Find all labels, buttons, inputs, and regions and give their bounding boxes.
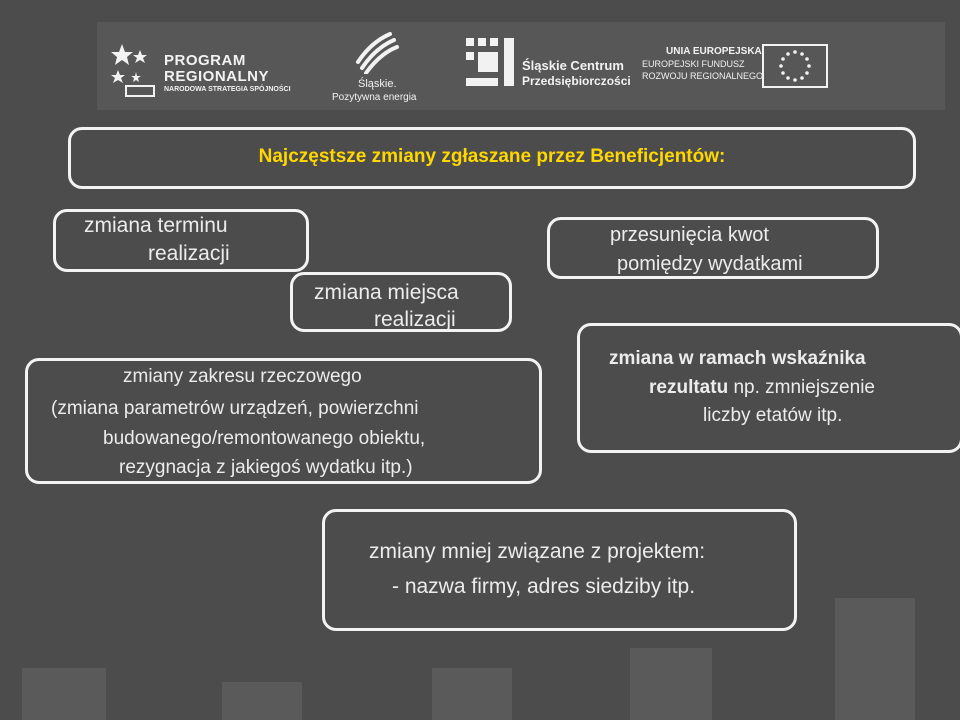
shift-amounts-line2: pomiędzy wydatkami xyxy=(617,253,803,275)
background-bar xyxy=(835,598,915,720)
background-bar xyxy=(222,682,302,720)
indicator-change-line2-rest: np. zmniejszenie xyxy=(728,377,875,398)
change-location-line1: zmiana miejsca xyxy=(314,281,459,304)
indicator-change-line3: liczby etatów itp. xyxy=(703,405,843,426)
program-regionalny-subtitle: NARODOWA STRATEGIA SPÓJNOŚCI xyxy=(164,86,291,93)
change-scope-line3: budowanego/remontowanego obiektu, xyxy=(103,428,426,449)
centrum-line1: Śląskie Centrum xyxy=(522,58,624,73)
program-regionalny-logo xyxy=(108,40,308,100)
ue-line3: ROZWOJU REGIONALNEGO xyxy=(642,71,764,81)
minor-changes-line1: zmiany mniej związane z projektem: xyxy=(369,540,706,563)
change-location-line2: realizacji xyxy=(374,308,456,331)
minor-changes-line2: - nazwa firmy, adres siedziby itp. xyxy=(392,575,696,598)
indicator-change-line1: zmiana w ramach wskaźnika xyxy=(609,348,866,369)
background-bar xyxy=(432,668,512,720)
feather-stripes-icon xyxy=(350,32,400,74)
change-scope-line1: zmiany zakresu rzeczowego xyxy=(123,366,362,387)
change-deadline-line1: zmiana terminu xyxy=(84,214,228,237)
slaskie-logo xyxy=(328,32,428,108)
centrum-logo xyxy=(464,36,634,92)
page-title: Najczęstsze zmiany zgłaszane przez Beneficjentów: xyxy=(258,146,726,167)
program-regionalny-line2: REGIONALNY xyxy=(164,68,270,85)
eu-flag-icon xyxy=(762,44,828,88)
slaskie-tagline: Pozytywna energia xyxy=(332,92,417,103)
program-regionalny-line1: PROGRAM xyxy=(164,52,246,69)
centrum-line2: Przedsiębiorczości xyxy=(522,74,631,88)
background-bar xyxy=(630,648,712,720)
ue-line2: EUROPEJSKI FUNDUSZ xyxy=(642,59,745,69)
shift-amounts-line1: przesunięcia kwot xyxy=(610,224,769,246)
minor-changes-box xyxy=(322,509,797,631)
indicator-change-line2 xyxy=(649,377,875,399)
ue-line1: UNIA EUROPEJSKA xyxy=(666,46,762,57)
indicator-change-line2-bold: rezultatu xyxy=(649,377,729,398)
change-scope-line2: (zmiana parametrów urządzeń, powierzchni xyxy=(51,398,419,419)
background-bar xyxy=(22,668,106,720)
stars-ribbon-icon xyxy=(108,40,156,98)
square-blocks-icon xyxy=(464,36,516,88)
change-deadline-line2: realizacji xyxy=(148,242,230,265)
change-scope-line4: rezygnacja z jakiegoś wydatku itp.) xyxy=(119,457,413,478)
slaskie-name: Śląskie. xyxy=(358,78,397,90)
